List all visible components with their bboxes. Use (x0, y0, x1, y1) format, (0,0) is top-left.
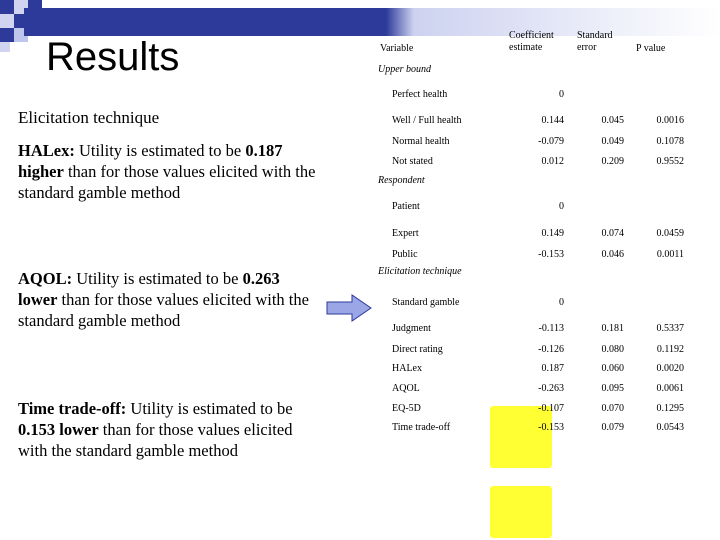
row-coefficient: 0 (559, 89, 564, 100)
row-variable: Normal health (392, 136, 450, 147)
row-p-value: 0.9552 (656, 156, 684, 167)
row-variable: AQOL (392, 383, 420, 394)
paragraph-value: 0.153 lower (18, 420, 99, 439)
row-coefficient: 0.012 (541, 156, 564, 167)
row-coefficient: -0.153 (538, 249, 564, 260)
row-coefficient: 0.144 (541, 115, 564, 126)
paragraph-halex (18, 140, 318, 203)
paragraph-text: Utility is estimated to be (74, 141, 246, 160)
row-standard-error: 0.095 (601, 383, 624, 394)
row-coefficient: 0 (559, 201, 564, 212)
row-p-value: 0.1295 (656, 403, 684, 414)
paragraph-text: Utility is estimated to be (72, 269, 243, 288)
row-p-value: 0.0020 (656, 363, 684, 374)
row-standard-error: 0.070 (601, 403, 624, 414)
row-coefficient: -0.107 (538, 403, 564, 414)
section-label: Respondent (378, 175, 425, 186)
row-coefficient: -0.113 (538, 323, 564, 334)
row-coefficient: 0 (559, 297, 564, 308)
row-coefficient: -0.153 (538, 422, 564, 433)
top-band (24, 8, 720, 36)
row-coefficient: 0.187 (541, 363, 564, 374)
row-standard-error: 0.209 (601, 156, 624, 167)
row-variable: Expert (392, 228, 419, 239)
row-variable: EQ-5D (392, 403, 421, 414)
deco-square (0, 14, 14, 28)
row-variable: Public (392, 249, 418, 260)
slide-subtitle: Elicitation technique (18, 108, 160, 127)
row-variable: Perfect health (392, 89, 448, 100)
paragraph-prefix: Time trade-off: (18, 399, 127, 418)
header-coefficient (509, 30, 554, 54)
paragraph-prefix: AQOL: (18, 269, 73, 288)
row-standard-error: 0.046 (601, 249, 624, 260)
section-label: Elicitation technique (378, 266, 462, 277)
deco-square (0, 0, 14, 14)
header-coefficient-line1: Coefficient (509, 30, 554, 41)
section-label: Upper bound (378, 64, 432, 75)
highlight-box (490, 486, 552, 538)
row-standard-error: 0.060 (601, 363, 624, 374)
row-variable: Patient (392, 201, 420, 212)
paragraph-text: than for those values elicited with the standard gamble method (18, 162, 316, 202)
paragraph-value: 0.187 higher (18, 141, 283, 181)
row-variable: Time trade-off (392, 422, 451, 433)
row-standard-error: 0.049 (601, 136, 624, 147)
row-p-value: 0.1078 (656, 136, 684, 147)
row-p-value: 0.1192 (656, 344, 684, 355)
paragraph-prefix: HALex: (18, 141, 75, 160)
header-coefficient-line2: estimate (509, 42, 543, 53)
row-variable: Not stated (392, 156, 433, 167)
deco-square (0, 42, 10, 52)
row-p-value: 0.0459 (656, 228, 684, 239)
header-variable: Variable (380, 43, 414, 54)
row-coefficient: -0.126 (538, 344, 564, 355)
header-standard-error (577, 30, 613, 54)
paragraph-aqol (18, 268, 318, 331)
slide-title: Results (46, 35, 180, 79)
row-standard-error: 0.181 (601, 323, 624, 334)
header-se-line2: error (577, 42, 597, 53)
row-standard-error: 0.045 (601, 115, 624, 126)
row-p-value: 0.5337 (656, 323, 684, 334)
header-se-line1: Standard (577, 30, 613, 41)
deco-square (0, 28, 14, 42)
row-coefficient: -0.079 (538, 136, 564, 147)
row-p-value: 0.0016 (656, 115, 684, 126)
row-p-value: 0.0011 (656, 249, 684, 260)
row-variable: HALex (392, 363, 422, 374)
row-standard-error: 0.074 (601, 228, 624, 239)
header-p-value: P value (636, 43, 666, 54)
row-coefficient: 0.149 (541, 228, 564, 239)
row-p-value: 0.0061 (656, 383, 684, 394)
highlight-box (490, 406, 552, 468)
row-standard-error: 0.079 (601, 422, 624, 433)
paragraph-text: than for those values elicited with the standard gamble method (18, 420, 293, 460)
row-variable: Judgment (392, 323, 431, 334)
row-variable: Standard gamble (392, 297, 460, 308)
paragraph-tto (18, 398, 318, 461)
row-p-value: 0.0543 (656, 422, 684, 433)
row-coefficient: -0.263 (538, 383, 564, 394)
paragraph-value: 0.263 lower (18, 269, 280, 309)
row-variable: Well / Full health (392, 115, 462, 126)
row-standard-error: 0.080 (601, 344, 624, 355)
row-variable: Direct rating (392, 344, 443, 355)
paragraph-text: Utility is estimated to be (126, 399, 293, 418)
paragraph-text: than for those values elicited with the standard gamble method (18, 290, 309, 330)
arrow-right-icon (326, 294, 372, 322)
